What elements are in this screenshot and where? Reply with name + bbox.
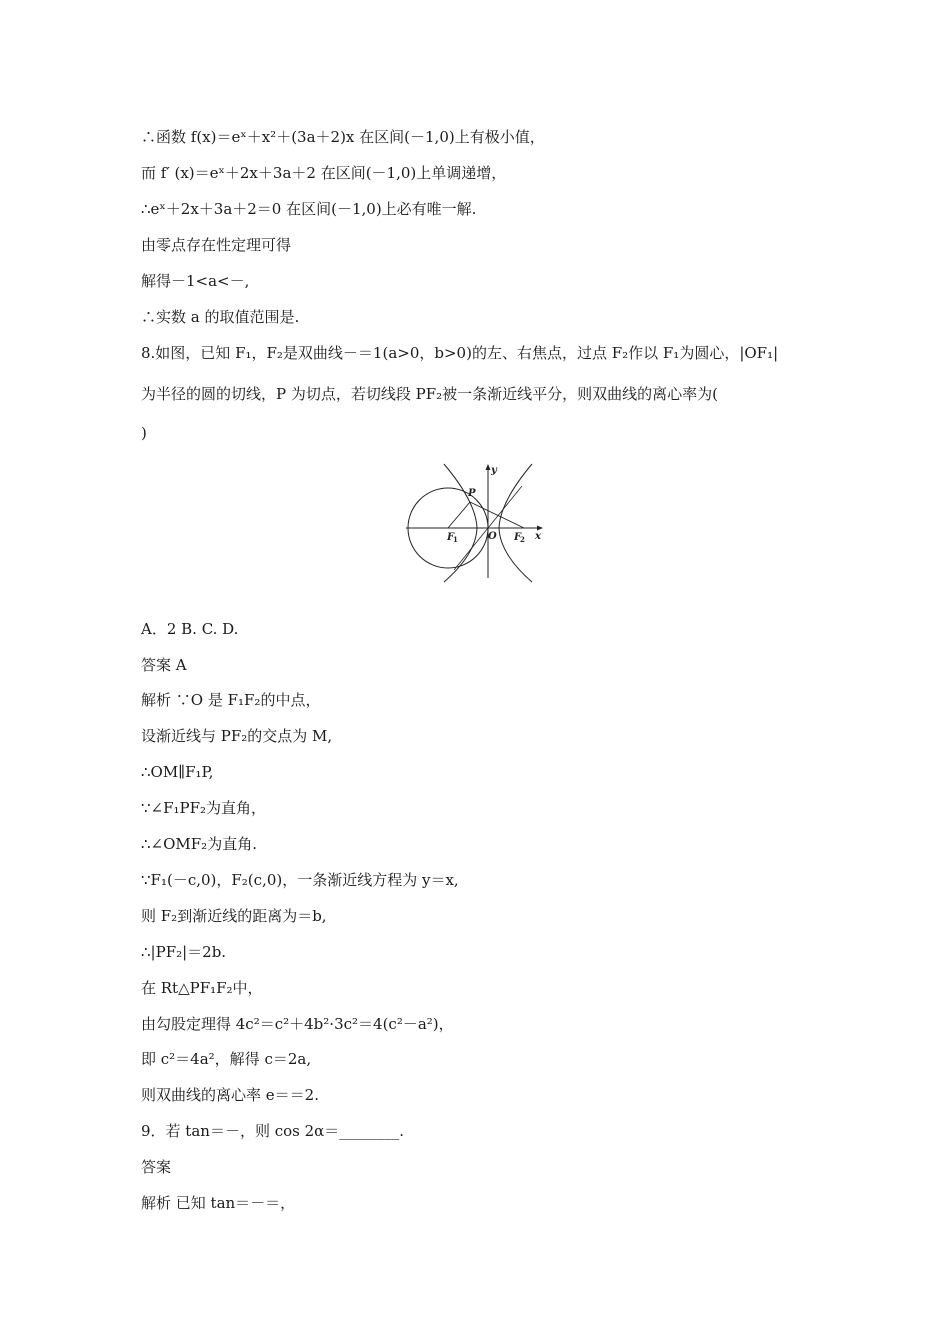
label-f2-sub: 2 <box>520 535 525 544</box>
y-axis-arrow <box>486 464 491 470</box>
hyperbola-left-branch <box>444 464 477 582</box>
solution-line-1: 解析 ∵O 是 F₁F₂的中点， <box>141 691 321 709</box>
solution-line-3: ∴OM∥F₁P, <box>141 763 214 781</box>
label-f1-sub: 1 <box>453 535 458 544</box>
solution-9-line: 解析 已知 tan＝－＝， <box>141 1194 296 1212</box>
label-y: y <box>491 465 497 476</box>
label-f1: F <box>447 532 455 543</box>
hyperbola-right-branch <box>499 464 532 582</box>
text-line-1: ∴函数 f(x)＝eˣ＋x²＋(3a＋2)x 在区间(－1,0)上有极小值， <box>141 128 545 146</box>
question-9-line: 9．若 tan＝－，则 cos 2α＝________. <box>141 1122 405 1140</box>
question-8-line-2: 为半径的圆的切线，P 为切点，若切线段 PF₂被一条渐近线平分，则双曲线的离心率为( <box>141 385 718 403</box>
solution-line-10: 由勾股定理得 4c²＝c²＋4b²·3c²＝4(c²－a²)， <box>141 1015 454 1033</box>
question-8-line-1: 8.如图，已知 F₁，F₂是双曲线－＝1(a>0，b>0)的左、右焦点，过点 F₂作以 F₁为圆心，|OF₁| <box>141 344 779 362</box>
text-line-5: 解得－1<a<－, <box>141 272 250 290</box>
text-line-4: 由零点存在性定理可得 <box>141 236 292 254</box>
solution-line-7: 则 F₂到渐近线的距离为＝b, <box>141 907 327 925</box>
label-f2: F <box>514 532 522 543</box>
solution-line-9: 在 Rt△PF₁F₂中， <box>141 979 263 997</box>
solution-line-4: ∵∠F₁PF₂为直角， <box>141 799 267 817</box>
x-axis-arrow <box>537 526 543 531</box>
text-line-2: 而 f′ (x)＝eˣ＋2x＋3a＋2 在区间(－1,0)上单调递增， <box>141 164 507 182</box>
solution-line-2: 设渐近线与 PF₂的交点为 M, <box>141 727 333 745</box>
text-line-3: ∴eˣ＋2x＋3a＋2＝0 在区间(－1,0)上必有唯一解. <box>141 200 477 218</box>
answer-line: 答案 A <box>141 656 187 674</box>
hyperbola-figure <box>402 458 548 586</box>
label-o: O <box>488 531 497 542</box>
radius-segment <box>448 502 470 528</box>
text-line-6: ∴实数 a 的取值范围是. <box>141 308 300 326</box>
tangent-segment <box>470 502 524 528</box>
solution-line-5: ∴∠OMF₂为直角. <box>141 835 257 853</box>
label-x: x <box>535 531 541 542</box>
solution-line-8: ∴|PF₂|＝2b. <box>141 943 227 961</box>
solution-line-6: ∵F₁(－c,0)，F₂(c,0)，一条渐近线方程为 y＝x, <box>141 871 459 889</box>
solution-line-11: 即 c²＝4a²，解得 c＝2a, <box>141 1050 312 1068</box>
question-8-line-3: ) <box>141 424 147 442</box>
answer-9-line: 答案 <box>141 1158 172 1176</box>
label-p: P <box>468 488 476 499</box>
solution-line-12: 则双曲线的离心率 e＝＝2. <box>141 1086 319 1104</box>
answer-options: A．2 B. C. D. <box>141 620 239 638</box>
